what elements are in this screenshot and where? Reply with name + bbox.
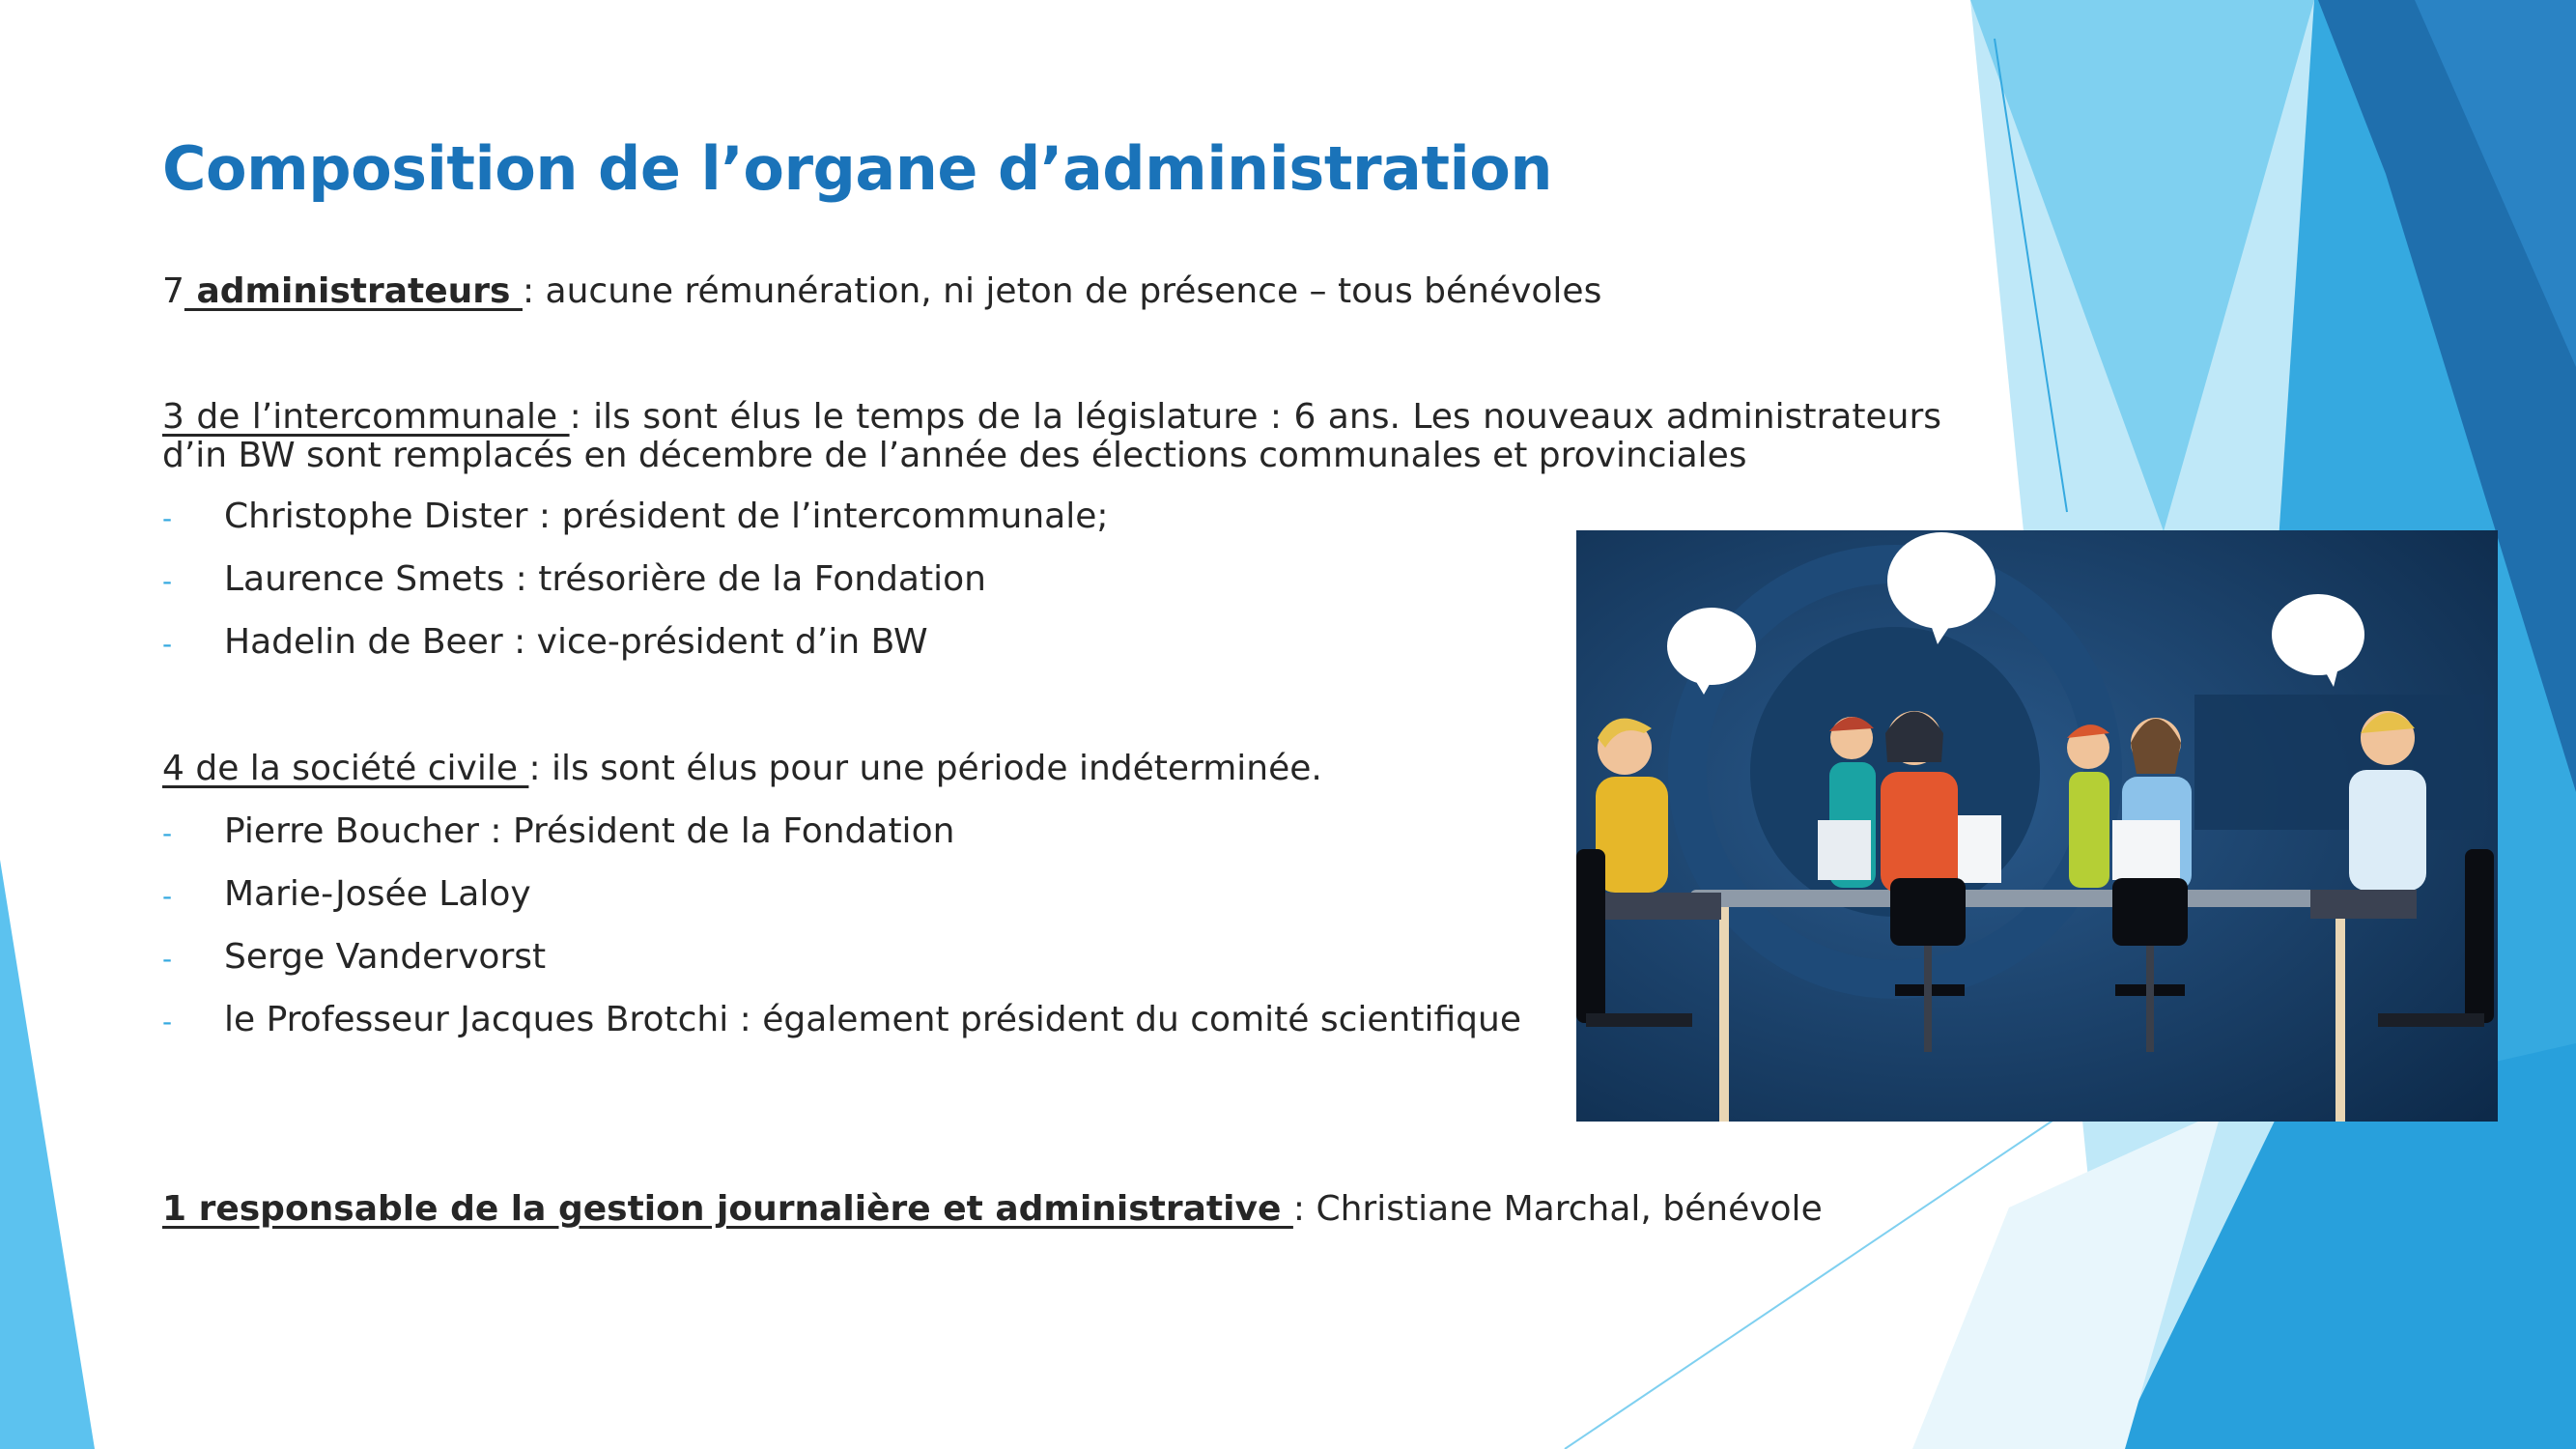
list-item	[162, 812, 954, 853]
chair	[2465, 849, 2494, 1023]
list-item	[162, 875, 531, 916]
chair	[1890, 878, 1966, 946]
bullet-marker: -	[162, 817, 173, 849]
chair	[2112, 878, 2188, 946]
list-item	[162, 1001, 1521, 1041]
meeting-table	[1690, 890, 2386, 907]
bullet-marker: -	[162, 880, 173, 912]
member-name: Hadelin de Beer : vice-président d’in BW	[224, 622, 928, 662]
laptop	[1818, 820, 1871, 880]
member-name: Christophe Dister : président de l’intercommunale;	[224, 497, 1109, 536]
societe-civile-description: : ils sont élus pour une période indéterminée.	[528, 749, 1322, 788]
member-name: le Professeur Jacques Brotchi : également président du comité scientifique	[224, 1000, 1521, 1039]
responsable-line	[162, 1190, 1823, 1229]
intercommunale-paragraph	[162, 398, 1941, 475]
bullet-marker: -	[162, 628, 173, 660]
list-item	[162, 623, 928, 664]
societe-civile-paragraph	[162, 750, 1322, 788]
person-green	[2067, 724, 2109, 888]
intercommunale-heading: 3 de l’intercommunale	[162, 397, 570, 437]
bullet-marker: -	[162, 943, 173, 975]
speech-bubble	[1667, 608, 1756, 685]
laptop	[2112, 820, 2180, 880]
member-name: Marie-Josée Laloy	[224, 874, 531, 914]
responsable-description: : Christiane Marchal, bénévole	[1292, 1189, 1823, 1229]
administrators-line	[162, 272, 1601, 311]
administrators-count: 7	[162, 271, 184, 311]
member-name: Pierre Boucher : Président de la Fondation	[224, 811, 955, 851]
member-name: Serge Vandervorst	[224, 937, 547, 977]
speech-bubble	[2272, 594, 2364, 675]
list-item	[162, 560, 986, 601]
member-name: Laurence Smets : trésorière de la Fondation	[224, 559, 986, 599]
laptop	[1958, 815, 2001, 883]
list-item	[162, 938, 546, 979]
responsable-heading: 1 responsable de la gestion journalière et administrative	[162, 1189, 1293, 1229]
chair	[1576, 849, 1605, 1023]
societe-civile-heading: 4 de la société civile	[162, 749, 529, 788]
bullet-marker: -	[162, 565, 173, 597]
page-title: Composition de l’organe d’administration	[162, 133, 1552, 204]
intercommunale-description: : ils sont élus le temps de la législature : 6 ans. Les nouveaux administrateurs d’in BW sont remplacés en décembre de l’année des élections communales et provinciales	[162, 397, 1941, 475]
administrators-description: : aucune rémunération, ni jeton de présence – tous bénévoles	[522, 271, 1602, 311]
list-item	[162, 497, 1109, 538]
bullet-marker: -	[162, 502, 173, 534]
left-edge-triangle	[0, 860, 95, 1449]
administrators-label: administrateurs	[184, 271, 523, 311]
speech-bubble	[1887, 532, 1996, 629]
bullet-marker: -	[162, 1006, 173, 1037]
meeting-illustration	[1576, 530, 2498, 1122]
